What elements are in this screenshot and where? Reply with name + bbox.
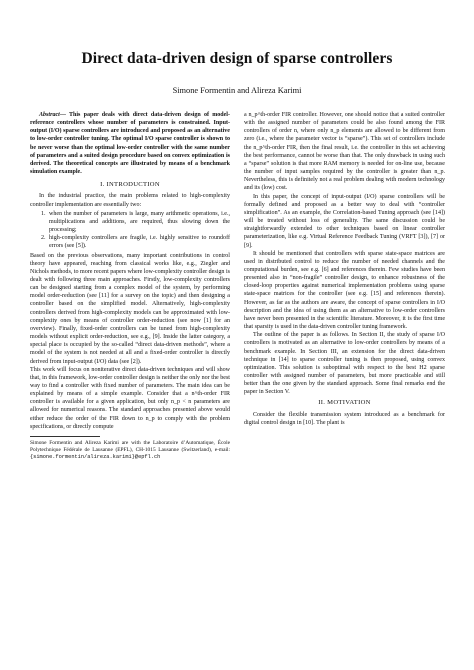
footnote-text: Simone Formentin and Alireza Karimi are with the Laboratoire d’Automatique, École Polytechnique Fédérale de Lausanne (EPFL), CH-1015 Lausanne (Switzerland), e-mail: <box>30 439 230 453</box>
abstract-lead: Abstract <box>39 112 60 118</box>
col2-paragraph-4: The outline of the paper is as follows. In Section II, the study of sparse I/O controllers is motivated as an alternative to low-order controllers by means of a benchmark example. In Section III, an extension for the direct data-driven technique in [14] to sparse controller tuning is then proposed, using convex optimization. This solution is suboptimal with respect to the best H2 sparse controller with assigned number of parameters, but more practicable and still better than the one given by the standard approach. Some final remarks end the paper in Section V. <box>244 332 445 396</box>
intro-paragraph-1: In the industrial practice, the main problems related to high-complexity controller implementation are essentially two: <box>30 193 230 208</box>
intro-paragraph-3: This work will focus on noniterative direct data-driven techniques and will show that, in this framework, low-order controller design is neither the only nor the best way to find a controller with fixed number of parameters. The main idea can be explained by means of a simple example. Consider that a n^th-order FIR controller is available for a given application, but only n_p < n parameters are allowed for numerical reasons. The standard approaches presented above would either reduce the order of the FIR down to n_p to comply with the problem specifications, or directly compute <box>30 366 230 430</box>
section-heading-introduction: I. INTRODUCTION <box>100 181 160 189</box>
abstract-text: — This paper deals with direct data-driven design of model-reference controllers whose number of parameters is constrained. Input-output (I/O) sparse controllers are introduced and proposed as an alternative to low-order controller tuning. The optimal I/O sparse controller is shown to be never worse than the optimal low-order controller with the same number of parameters and a suited design procedure based on convex optimization is derived. The theoretical concepts are illustrated by means of a benchmark simulation example. <box>30 112 230 176</box>
intro-paragraph-2: Based on the previous observations, many important contributions in control theory have appeared, reaching from classical works like, e.g., Ziegler and Nichols methods, to more recent papers where low-complexity controller design is dealt with following three main approaches. Firstly, low-complexity controllers can be designed starting from a complex model of the system, by performing model order-reduction (see [11] for a survey on the topic) and then designing a controller based on the simplified model. Alternatively, high-complexity controllers derived from high-complexity models can be approximated with low-complexity ones by means of controller order-reduction (see now [1] for an overview). Finally, fixed-order controllers can be tuned from high-complexity models without explicit order-reduction, see e.g., [9]. Inside the latter category, a special place is occupied by the so-called “direct data-driven methods”, where a model of the system is not needed at all and a fixed-order controller is directly derived from input-output (I/O) data (see [2]). <box>30 252 230 365</box>
abstract <box>30 111 230 176</box>
paper-authors: Simone Formentin and Alireza Karimi <box>172 86 302 95</box>
footnote-rule <box>30 436 100 437</box>
col2-paragraph-1: a n_p^th-order FIR controller. However, one should notice that a suited controller with the assigned number of parameters could be also found among the FIR controllers of order n, where only n_p elements are allowed to be different from zero (i.e., where the parameter vector is “sparse”). This set of controllers include the n_p^th-order FIR, then the final result, i.e. the controller in this set achieving the best performance, cannot be worse than that. The only drawback in using such a “sparse” solution is that more RAM memory is needed for on-line use, because the number of input samples required by the controller is greater than n_p. Nevertheless, this is definitely not a real problem dealing with modern technology and its (low) cost. <box>244 112 445 192</box>
left-column <box>30 111 230 461</box>
motivation-paragraph-1: Consider the flexible transmission system introduced as a benchmark for digital control design in [10]. The plant is <box>244 411 445 426</box>
intro-list-item: 2. high-complexity controllers are fragile, i.e. highly sensitive to roundoff errors (see [5]). <box>47 234 230 250</box>
footnote-email: {simone.formentin/alireza.karimi}@epfl.ch <box>30 453 161 460</box>
col2-paragraph-3: It should be mentioned that controllers with sparse state-space matrices are used in distributed control to reduce the number of needed channels and the computational burden, see e.g. [6] and references therein. Few studies have been presented also in “non-fragile” controller design, to enhance robustness of the closed-loop properties against numerical implementation problems using sparse state-space matrices for the controller (see e.g. [15] and references therein). However, as far as the authors are aware, the concept of sparse controllers in I/O description and the idea of using them as an alternative to low-order controllers have never been presented in the scientific literature. Moreover, it is the first time that sparsity is used in the data-driven controller tuning framework. <box>244 250 445 331</box>
intro-list-item: 1. when the number of parameters is large, many arithmetic operations, i.e., multiplications and additions, are required, thus slowing down the processing; <box>47 210 230 234</box>
author-footnote <box>30 440 230 461</box>
intro-list <box>30 210 230 251</box>
section-heading-motivation: II. MOTIVATION <box>318 399 371 407</box>
right-column <box>244 111 445 427</box>
col2-paragraph-2: In this paper, the concept of input-output (I/O) sparse controllers will be formally defined and proposed as a better way to deal with “controller simplification”. As an example, the Correlation-based Tuning approach (see [14]) will be treated without loss of generality. The same discussion could be straightforwardly extended to other techniques based on linear controller parameterization, like e.g. Virtual Reference Feedback Tuning (VRFT [3]), [7] or [9]. <box>244 193 445 249</box>
paper-title: Direct data-driven design of sparse controllers <box>81 50 393 67</box>
